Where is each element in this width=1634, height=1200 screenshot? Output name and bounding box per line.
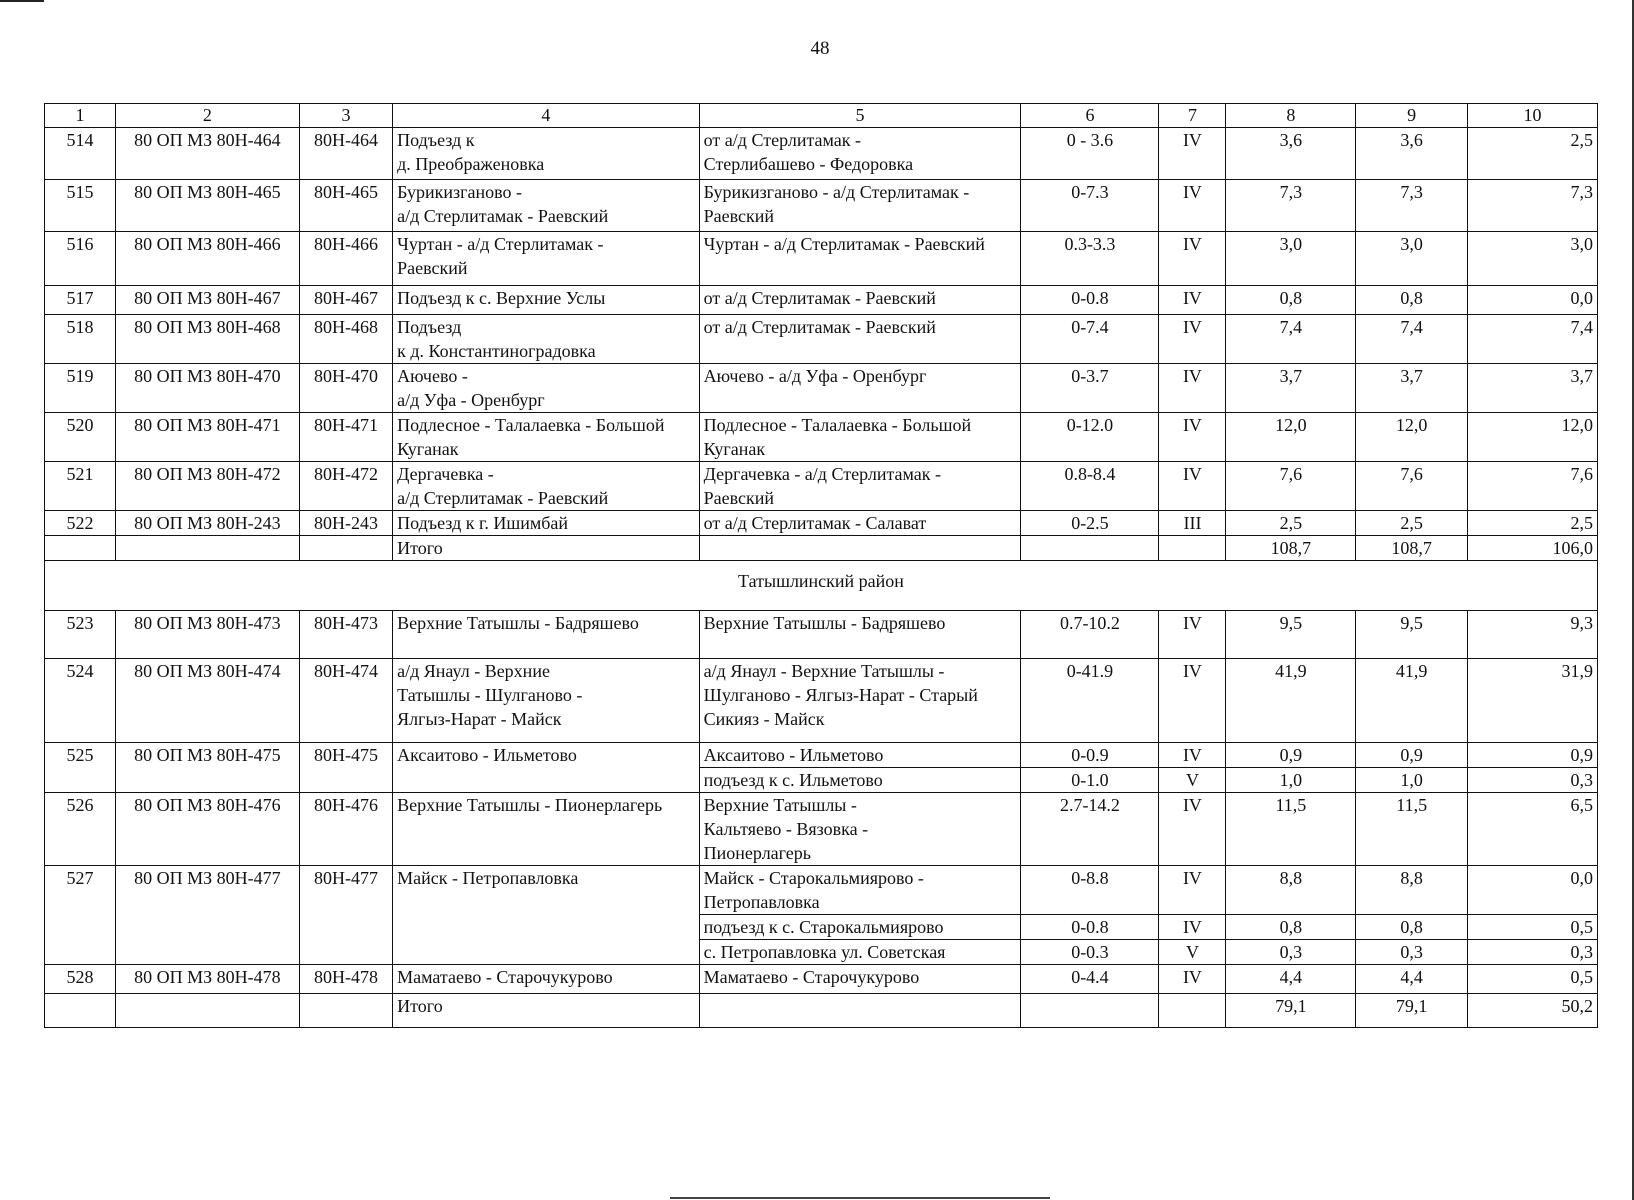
- length-col-10: 12,0: [1468, 413, 1598, 462]
- scan-edge-top: [0, 0, 44, 2]
- road-category: IV: [1159, 180, 1226, 232]
- section-row: [45, 561, 1598, 611]
- route-description: от а/д Стерлитамак - Салават: [699, 511, 1021, 536]
- length-col-8: 0,9: [1226, 743, 1356, 768]
- road-category: III: [1159, 511, 1226, 536]
- column-number-header: 8: [1226, 104, 1356, 128]
- row-number: 522: [45, 511, 116, 536]
- table-row: [45, 128, 1598, 180]
- total-col-8: 108,7: [1226, 536, 1356, 561]
- road-code: 80 ОП МЗ 80Н-472: [116, 462, 300, 511]
- road-code: 80 ОП МЗ 80Н-478: [116, 965, 300, 994]
- length-col-9: 2,5: [1356, 511, 1468, 536]
- road-code: 80 ОП МЗ 80Н-466: [116, 232, 300, 286]
- column-number-header: 10: [1468, 104, 1598, 128]
- road-name: Аксаитово - Ильметово: [393, 743, 700, 793]
- table-row: [45, 180, 1598, 232]
- length-col-9: 3,0: [1356, 232, 1468, 286]
- road-category: IV: [1159, 866, 1226, 915]
- road-code: 80 ОП МЗ 80Н-474: [116, 659, 300, 743]
- header-row: [45, 104, 1598, 128]
- length-col-10: 7,4: [1468, 315, 1598, 364]
- length-col-9: 8,8: [1356, 866, 1468, 915]
- route-description: от а/д Стерлитамак - Стерлибашево - Федоровка: [699, 128, 1021, 180]
- length-col-8: 2,5: [1226, 511, 1356, 536]
- length-col-10: 3,7: [1468, 364, 1598, 413]
- road-name: Чуртан - а/д Стерлитамак - Раевский: [393, 232, 700, 286]
- route-description: Дергачевка - а/д Стерлитамак - Раевский: [699, 462, 1021, 511]
- km-range: 0-41.9: [1021, 659, 1159, 743]
- column-number-header: 1: [45, 104, 116, 128]
- length-col-10: 6,5: [1468, 793, 1598, 866]
- row-number: 526: [45, 793, 116, 866]
- km-range: 0-0.9: [1021, 743, 1159, 768]
- road-id: 80Н-468: [299, 315, 392, 364]
- road-code: 80 ОП МЗ 80Н-243: [116, 511, 300, 536]
- total-col-9: 79,1: [1356, 994, 1468, 1028]
- table-row: [45, 462, 1598, 511]
- length-col-9: 0,8: [1356, 286, 1468, 315]
- km-range: 0-3.7: [1021, 364, 1159, 413]
- table-row: [45, 315, 1598, 364]
- length-col-8: 0,3: [1226, 940, 1356, 965]
- table-row: [45, 743, 1598, 768]
- row-number: 515: [45, 180, 116, 232]
- table-row: [45, 793, 1598, 866]
- total-label: Итого: [393, 994, 700, 1028]
- length-col-9: 41,9: [1356, 659, 1468, 743]
- length-col-9: 7,4: [1356, 315, 1468, 364]
- empty-cell: [1021, 536, 1159, 561]
- road-name: Подлесное - Талалаевка - Большой Куганак: [393, 413, 700, 462]
- row-number: 525: [45, 743, 116, 793]
- route-description: Верхние Татышлы - Кальтяево - Вязовка - Пионерлагерь: [699, 793, 1021, 866]
- road-name: Бурикизганово - а/д Стерлитамак - Раевский: [393, 180, 700, 232]
- total-col-9: 108,7: [1356, 536, 1468, 561]
- road-id: 80Н-474: [299, 659, 392, 743]
- road-category: IV: [1159, 315, 1226, 364]
- road-code: 80 ОП МЗ 80Н-470: [116, 364, 300, 413]
- road-id: 80Н-467: [299, 286, 392, 315]
- table-row: [45, 965, 1598, 994]
- empty-cell: [699, 994, 1021, 1028]
- km-range: 0-0.8: [1021, 915, 1159, 940]
- total-col-8: 79,1: [1226, 994, 1356, 1028]
- road-name: Маматаево - Старочукурово: [393, 965, 700, 994]
- road-category: IV: [1159, 965, 1226, 994]
- table-row: [45, 611, 1598, 659]
- km-range: 0-2.5: [1021, 511, 1159, 536]
- empty-cell: [699, 536, 1021, 561]
- road-category: IV: [1159, 659, 1226, 743]
- row-number: 520: [45, 413, 116, 462]
- road-category: IV: [1159, 743, 1226, 768]
- road-id: 80Н-472: [299, 462, 392, 511]
- length-col-9: 7,3: [1356, 180, 1468, 232]
- section-title: Татышлинский район: [45, 561, 1598, 611]
- length-col-8: 7,4: [1226, 315, 1356, 364]
- route-description: с. Петропавловка ул. Советская: [699, 940, 1021, 965]
- route-description: от а/д Стерлитамак - Раевский: [699, 286, 1021, 315]
- road-id: 80Н-478: [299, 965, 392, 994]
- row-number: 516: [45, 232, 116, 286]
- road-name: Аючево - а/д Уфа - Оренбург: [393, 364, 700, 413]
- road-category: IV: [1159, 462, 1226, 511]
- length-col-10: 0,5: [1468, 915, 1598, 940]
- length-col-8: 9,5: [1226, 611, 1356, 659]
- total-row: [45, 994, 1598, 1028]
- km-range: 0-7.3: [1021, 180, 1159, 232]
- road-id: 80Н-471: [299, 413, 392, 462]
- empty-cell: [299, 536, 392, 561]
- route-description: Подлесное - Талалаевка - Большой Куганак: [699, 413, 1021, 462]
- route-description: Аючево - а/д Уфа - Оренбург: [699, 364, 1021, 413]
- road-name: Подъезд к г. Ишимбай: [393, 511, 700, 536]
- table-row: [45, 286, 1598, 315]
- length-col-9: 0,8: [1356, 915, 1468, 940]
- length-col-9: 0,3: [1356, 940, 1468, 965]
- road-name: Подъезд к д. Константиноградовка: [393, 315, 700, 364]
- table-row: [45, 659, 1598, 743]
- table-row: [45, 232, 1598, 286]
- length-col-8: 1,0: [1226, 768, 1356, 793]
- length-col-8: 12,0: [1226, 413, 1356, 462]
- length-col-8: 7,6: [1226, 462, 1356, 511]
- road-id: 80Н-466: [299, 232, 392, 286]
- road-name: Майск - Петропавловка: [393, 866, 700, 965]
- table-row: [45, 866, 1598, 915]
- scan-edge-bottom: [670, 1197, 1050, 1199]
- road-name: Подъезд к с. Верхние Услы: [393, 286, 700, 315]
- road-category: V: [1159, 768, 1226, 793]
- empty-cell: [116, 994, 300, 1028]
- length-col-10: 2,5: [1468, 511, 1598, 536]
- route-description: подъезд к с. Старокальмиярово: [699, 915, 1021, 940]
- road-code: 80 ОП МЗ 80Н-471: [116, 413, 300, 462]
- road-id: 80Н-476: [299, 793, 392, 866]
- length-col-9: 1,0: [1356, 768, 1468, 793]
- route-description: Аксаитово - Ильметово: [699, 743, 1021, 768]
- length-col-8: 8,8: [1226, 866, 1356, 915]
- km-range: 2.7-14.2: [1021, 793, 1159, 866]
- km-range: 0-12.0: [1021, 413, 1159, 462]
- length-col-9: 12,0: [1356, 413, 1468, 462]
- empty-cell: [116, 536, 300, 561]
- road-code: 80 ОП МЗ 80Н-477: [116, 866, 300, 965]
- length-col-10: 9,3: [1468, 611, 1598, 659]
- row-number: 517: [45, 286, 116, 315]
- length-col-10: 0,5: [1468, 965, 1598, 994]
- road-code: 80 ОП МЗ 80Н-476: [116, 793, 300, 866]
- length-col-8: 0,8: [1226, 915, 1356, 940]
- road-name: Верхние Татышлы - Бадряшево: [393, 611, 700, 659]
- length-col-8: 4,4: [1226, 965, 1356, 994]
- empty-cell: [1021, 994, 1159, 1028]
- km-range: 0-7.4: [1021, 315, 1159, 364]
- road-name: а/д Янаул - Верхние Татышлы - Шулганово - Ялгыз-Нарат - Майск: [393, 659, 700, 743]
- road-category: IV: [1159, 232, 1226, 286]
- column-number-header: 2: [116, 104, 300, 128]
- road-code: 80 ОП МЗ 80Н-465: [116, 180, 300, 232]
- table-row: [45, 364, 1598, 413]
- road-category: V: [1159, 940, 1226, 965]
- route-description: Чуртан - а/д Стерлитамак - Раевский: [699, 232, 1021, 286]
- road-category: IV: [1159, 413, 1226, 462]
- road-code: 80 ОП МЗ 80Н-473: [116, 611, 300, 659]
- km-range: 0-8.8: [1021, 866, 1159, 915]
- route-description: от а/д Стерлитамак - Раевский: [699, 315, 1021, 364]
- length-col-9: 9,5: [1356, 611, 1468, 659]
- empty-cell: [1159, 994, 1226, 1028]
- column-number-header: 4: [393, 104, 700, 128]
- table-row: [45, 511, 1598, 536]
- row-number: 528: [45, 965, 116, 994]
- total-label: Итого: [393, 536, 700, 561]
- length-col-8: 7,3: [1226, 180, 1356, 232]
- length-col-10: 0,0: [1468, 286, 1598, 315]
- road-category: IV: [1159, 915, 1226, 940]
- length-col-8: 0,8: [1226, 286, 1356, 315]
- length-col-9: 0,9: [1356, 743, 1468, 768]
- road-id: 80Н-243: [299, 511, 392, 536]
- road-category: IV: [1159, 611, 1226, 659]
- road-id: 80Н-470: [299, 364, 392, 413]
- row-number: 518: [45, 315, 116, 364]
- route-description: а/д Янаул - Верхние Татышлы - Шулганово - Ялгыз-Нарат - Старый Сикияз - Майск: [699, 659, 1021, 743]
- km-range: 0-1.0: [1021, 768, 1159, 793]
- road-category: IV: [1159, 128, 1226, 180]
- row-number: 519: [45, 364, 116, 413]
- km-range: 0-0.8: [1021, 286, 1159, 315]
- length-col-10: 0,9: [1468, 743, 1598, 768]
- length-col-10: 7,3: [1468, 180, 1598, 232]
- road-code: 80 ОП МЗ 80Н-468: [116, 315, 300, 364]
- road-name: Верхние Татышлы - Пионерлагерь: [393, 793, 700, 866]
- road-code: 80 ОП МЗ 80Н-475: [116, 743, 300, 793]
- road-category: IV: [1159, 364, 1226, 413]
- route-description: Бурикизганово - а/д Стерлитамак - Раевский: [699, 180, 1021, 232]
- empty-cell: [45, 994, 116, 1028]
- route-description: Верхние Татышлы - Бадряшево: [699, 611, 1021, 659]
- road-id: 80Н-475: [299, 743, 392, 793]
- length-col-8: 3,7: [1226, 364, 1356, 413]
- empty-cell: [45, 536, 116, 561]
- length-col-8: 11,5: [1226, 793, 1356, 866]
- km-range: 0.3-3.3: [1021, 232, 1159, 286]
- length-col-10: 31,9: [1468, 659, 1598, 743]
- road-id: 80Н-473: [299, 611, 392, 659]
- km-range: 0-0.3: [1021, 940, 1159, 965]
- road-id: 80Н-477: [299, 866, 392, 965]
- road-code: 80 ОП МЗ 80Н-467: [116, 286, 300, 315]
- road-name: Дергачевка - а/д Стерлитамак - Раевский: [393, 462, 700, 511]
- column-number-header: 5: [699, 104, 1021, 128]
- length-col-8: 3,0: [1226, 232, 1356, 286]
- empty-cell: [299, 994, 392, 1028]
- length-col-10: 0,3: [1468, 940, 1598, 965]
- column-number-header: 3: [299, 104, 392, 128]
- length-col-10: 7,6: [1468, 462, 1598, 511]
- route-description: подъезд к с. Ильметово: [699, 768, 1021, 793]
- length-col-9: 4,4: [1356, 965, 1468, 994]
- road-name: Подъезд к д. Преображеновка: [393, 128, 700, 180]
- route-description: Маматаево - Старочукурово: [699, 965, 1021, 994]
- road-code: 80 ОП МЗ 80Н-464: [116, 128, 300, 180]
- length-col-9: 11,5: [1356, 793, 1468, 866]
- length-col-10: 0,3: [1468, 768, 1598, 793]
- road-category: IV: [1159, 286, 1226, 315]
- total-row: [45, 536, 1598, 561]
- length-col-9: 7,6: [1356, 462, 1468, 511]
- road-id: 80Н-464: [299, 128, 392, 180]
- column-number-header: 7: [1159, 104, 1226, 128]
- row-number: 527: [45, 866, 116, 965]
- road-category: IV: [1159, 793, 1226, 866]
- row-number: 523: [45, 611, 116, 659]
- length-col-10: 2,5: [1468, 128, 1598, 180]
- length-col-8: 3,6: [1226, 128, 1356, 180]
- km-range: 0.8-8.4: [1021, 462, 1159, 511]
- roads-table: [44, 103, 1598, 1028]
- total-col-10: 50,2: [1468, 994, 1598, 1028]
- total-col-10: 106,0: [1468, 536, 1598, 561]
- length-col-10: 3,0: [1468, 232, 1598, 286]
- column-number-header: 6: [1021, 104, 1159, 128]
- length-col-10: 0,0: [1468, 866, 1598, 915]
- km-range: 0-4.4: [1021, 965, 1159, 994]
- km-range: 0.7-10.2: [1021, 611, 1159, 659]
- empty-cell: [1159, 536, 1226, 561]
- km-range: 0 - 3.6: [1021, 128, 1159, 180]
- road-id: 80Н-465: [299, 180, 392, 232]
- table-row: [45, 413, 1598, 462]
- row-number: 524: [45, 659, 116, 743]
- length-col-9: 3,6: [1356, 128, 1468, 180]
- column-number-header: 9: [1356, 104, 1468, 128]
- route-description: Майск - Старокальмиярово - Петропавловка: [699, 866, 1021, 915]
- length-col-9: 3,7: [1356, 364, 1468, 413]
- row-number: 514: [45, 128, 116, 180]
- page-number: 48: [810, 38, 830, 59]
- row-number: 521: [45, 462, 116, 511]
- length-col-8: 41,9: [1226, 659, 1356, 743]
